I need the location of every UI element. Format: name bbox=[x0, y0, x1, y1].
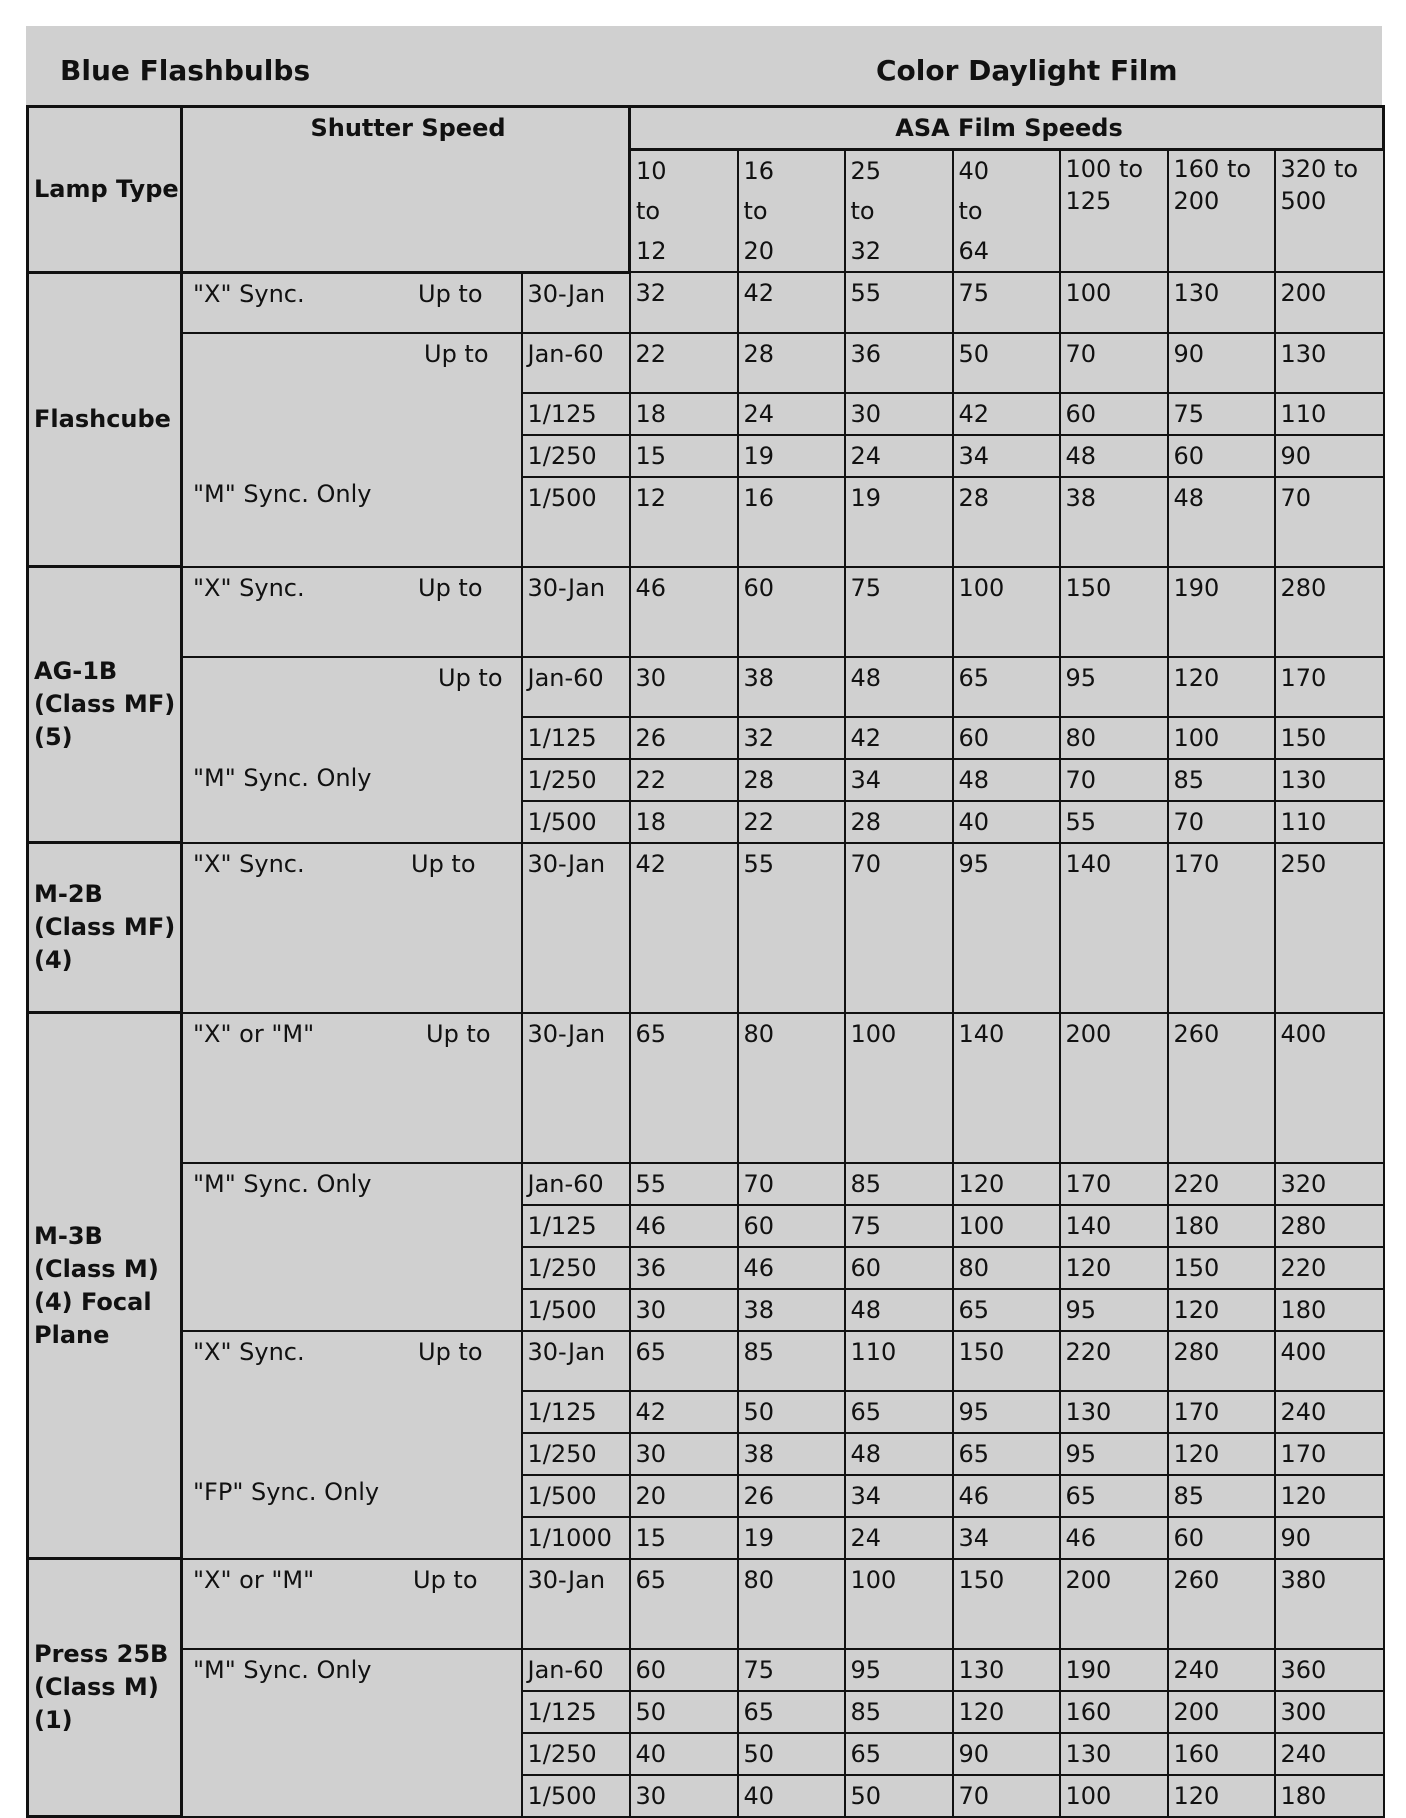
guide-number-cell: 40 bbox=[630, 1733, 738, 1775]
guide-number-cell: 190 bbox=[1060, 1649, 1168, 1691]
guide-number-cell: 150 bbox=[953, 1559, 1060, 1649]
shutter-speed-value: 1/500 bbox=[522, 477, 630, 567]
guide-number-cell: 85 bbox=[1168, 1475, 1275, 1517]
guide-number-cell: 100 bbox=[1060, 272, 1168, 333]
guide-number-cell: 15 bbox=[630, 1517, 738, 1559]
guide-number-cell: 19 bbox=[845, 477, 953, 567]
shutter-speed-value: 1/500 bbox=[522, 1475, 630, 1517]
asa-header-line: to bbox=[636, 197, 661, 225]
lamp-type-header: Lamp Type bbox=[28, 107, 182, 273]
guide-number-cell: 48 bbox=[845, 1433, 953, 1475]
guide-number-cell: 50 bbox=[953, 333, 1060, 393]
guide-number-cell: 30 bbox=[630, 1289, 738, 1331]
asa-header-line: 320 to bbox=[1280, 155, 1359, 183]
guide-number-cell: 38 bbox=[738, 1433, 845, 1475]
guide-number-cell: 150 bbox=[1275, 717, 1384, 759]
guide-number-cell: 36 bbox=[630, 1247, 738, 1289]
guide-number-cell: 90 bbox=[1275, 435, 1384, 477]
asa-header-line: 40 bbox=[958, 157, 990, 185]
guide-number-cell: 28 bbox=[738, 333, 845, 393]
guide-number-cell: 70 bbox=[845, 843, 953, 1013]
sync-label: "X" or "M" bbox=[193, 1019, 315, 1048]
guide-number-cell: 70 bbox=[1275, 477, 1384, 567]
guide-number-cell: 220 bbox=[1275, 1247, 1384, 1289]
up-to-label: Up to bbox=[418, 573, 483, 602]
guide-number-cell: 130 bbox=[1275, 759, 1384, 801]
guide-number-cell: 400 bbox=[1275, 1013, 1384, 1163]
guide-number-cell: 12 bbox=[630, 477, 738, 567]
guide-number-cell: 75 bbox=[1168, 393, 1275, 435]
asa-header-line: to bbox=[743, 197, 768, 225]
guide-number-cell: 160 bbox=[1060, 1691, 1168, 1733]
asa-header-line: 64 bbox=[958, 237, 990, 265]
title-banner bbox=[26, 26, 1382, 106]
guide-number-cell: 200 bbox=[1275, 272, 1384, 333]
shutter-speed-value: 30-Jan bbox=[522, 1013, 630, 1163]
shutter-speed-value: Jan-60 bbox=[522, 1649, 630, 1691]
guide-number-cell: 18 bbox=[630, 801, 738, 843]
guide-number-cell: 140 bbox=[1060, 1205, 1168, 1247]
sync-cell bbox=[182, 1163, 522, 1331]
guide-number-cell: 48 bbox=[845, 1289, 953, 1331]
guide-number-cell: 260 bbox=[1168, 1013, 1275, 1163]
asa-header-line: 12 bbox=[636, 237, 667, 265]
shutter-speed-value: 1/250 bbox=[522, 1247, 630, 1289]
guide-number-cell: 19 bbox=[738, 435, 845, 477]
guide-number-cell: 60 bbox=[845, 1247, 953, 1289]
guide-number-cell: 70 bbox=[1060, 333, 1168, 393]
guide-number-cell: 200 bbox=[1060, 1559, 1168, 1649]
guide-number-cell: 46 bbox=[630, 567, 738, 657]
guide-number-cell: 240 bbox=[1275, 1733, 1384, 1775]
guide-number-cell: 30 bbox=[630, 1433, 738, 1475]
sync-cell bbox=[182, 333, 522, 567]
table-row bbox=[28, 272, 1384, 333]
exposure-table bbox=[26, 105, 1385, 1818]
guide-number-cell: 130 bbox=[1060, 1391, 1168, 1433]
shutter-speed-value: 30-Jan bbox=[522, 1559, 630, 1649]
lamp-type-cell: Press 25B (Class M) (1) bbox=[28, 1559, 182, 1817]
guide-number-cell: 42 bbox=[953, 393, 1060, 435]
shutter-speed-value: 30-Jan bbox=[522, 1331, 630, 1391]
guide-number-cell: 95 bbox=[953, 843, 1060, 1013]
guide-number-cell: 75 bbox=[845, 1205, 953, 1247]
shutter-speed-header: Shutter Speed bbox=[182, 107, 630, 273]
guide-number-cell: 75 bbox=[845, 567, 953, 657]
guide-number-cell: 50 bbox=[738, 1733, 845, 1775]
guide-number-cell: 100 bbox=[1168, 717, 1275, 759]
asa-column-header bbox=[845, 150, 953, 273]
guide-number-cell: 38 bbox=[1060, 477, 1168, 567]
guide-number-cell: 48 bbox=[953, 759, 1060, 801]
asa-column-header bbox=[738, 150, 845, 273]
guide-number-cell: 24 bbox=[845, 435, 953, 477]
asa-header-line: 16 bbox=[743, 157, 775, 185]
lamp-type-cell: M-2B (Class MF) (4) bbox=[28, 843, 182, 1013]
guide-number-cell: 80 bbox=[738, 1559, 845, 1649]
asa-header-line: 20 bbox=[743, 237, 775, 265]
table-row bbox=[28, 1559, 1384, 1649]
shutter-speed-value: 30-Jan bbox=[522, 843, 630, 1013]
guide-number-cell: 42 bbox=[845, 717, 953, 759]
guide-number-cell: 130 bbox=[1275, 333, 1384, 393]
asa-header-line: 10 bbox=[636, 157, 667, 185]
guide-number-cell: 170 bbox=[1168, 843, 1275, 1013]
guide-number-cell: 26 bbox=[738, 1475, 845, 1517]
guide-number-cell: 60 bbox=[630, 1649, 738, 1691]
guide-number-cell: 28 bbox=[953, 477, 1060, 567]
table-row bbox=[28, 1331, 1384, 1391]
sync-cell bbox=[182, 843, 522, 1013]
guide-number-cell: 70 bbox=[953, 1775, 1060, 1817]
guide-number-cell: 65 bbox=[630, 1559, 738, 1649]
guide-number-cell: 60 bbox=[1168, 435, 1275, 477]
asa-column-header bbox=[953, 150, 1060, 273]
up-to-label: Up to bbox=[418, 1337, 483, 1366]
guide-number-cell: 100 bbox=[1060, 1775, 1168, 1817]
guide-number-cell: 65 bbox=[1060, 1475, 1168, 1517]
asa-column-header bbox=[630, 150, 738, 273]
up-to-label: Up to bbox=[424, 339, 489, 368]
sync-label: "M" Sync. Only bbox=[193, 763, 372, 792]
guide-number-cell: 300 bbox=[1275, 1691, 1384, 1733]
asa-header-line: to bbox=[850, 197, 875, 225]
guide-number-cell: 120 bbox=[1168, 1433, 1275, 1475]
guide-number-cell: 200 bbox=[1168, 1691, 1275, 1733]
sync-cell bbox=[182, 1559, 522, 1649]
guide-number-cell: 70 bbox=[1060, 759, 1168, 801]
guide-number-cell: 26 bbox=[630, 717, 738, 759]
shutter-speed-value: Jan-60 bbox=[522, 333, 630, 393]
guide-number-cell: 46 bbox=[738, 1247, 845, 1289]
guide-number-cell: 16 bbox=[738, 477, 845, 567]
guide-number-cell: 180 bbox=[1168, 1205, 1275, 1247]
sync-cell bbox=[182, 1331, 522, 1559]
guide-number-cell: 22 bbox=[630, 759, 738, 801]
table-row bbox=[28, 1649, 1384, 1691]
guide-number-cell: 180 bbox=[1275, 1289, 1384, 1331]
guide-number-cell: 30 bbox=[845, 393, 953, 435]
guide-number-cell: 70 bbox=[1168, 801, 1275, 843]
guide-number-cell: 34 bbox=[953, 435, 1060, 477]
guide-number-cell: 150 bbox=[1168, 1247, 1275, 1289]
table-row bbox=[28, 843, 1384, 1013]
guide-number-cell: 42 bbox=[630, 1391, 738, 1433]
sync-label: "M" Sync. Only bbox=[193, 1169, 372, 1198]
guide-number-cell: 100 bbox=[953, 567, 1060, 657]
guide-number-cell: 34 bbox=[845, 1475, 953, 1517]
table-row bbox=[28, 1163, 1384, 1205]
asa-header-line: 32 bbox=[850, 237, 882, 265]
guide-number-cell: 60 bbox=[1060, 393, 1168, 435]
guide-number-cell: 240 bbox=[1275, 1391, 1384, 1433]
guide-number-cell: 75 bbox=[953, 272, 1060, 333]
shutter-speed-value: 1/125 bbox=[522, 1691, 630, 1733]
guide-number-cell: 42 bbox=[738, 272, 845, 333]
asa-header-line: 160 to bbox=[1173, 155, 1252, 183]
guide-number-cell: 22 bbox=[738, 801, 845, 843]
guide-number-cell: 22 bbox=[630, 333, 738, 393]
guide-number-cell: 260 bbox=[1168, 1559, 1275, 1649]
guide-number-cell: 120 bbox=[1168, 1289, 1275, 1331]
guide-number-cell: 120 bbox=[1275, 1475, 1384, 1517]
guide-number-cell: 55 bbox=[845, 272, 953, 333]
guide-number-cell: 60 bbox=[738, 567, 845, 657]
up-to-label: Up to bbox=[418, 279, 483, 308]
guide-number-cell: 24 bbox=[845, 1517, 953, 1559]
guide-number-cell: 48 bbox=[1060, 435, 1168, 477]
guide-number-cell: 320 bbox=[1275, 1163, 1384, 1205]
guide-number-cell: 190 bbox=[1168, 567, 1275, 657]
guide-number-cell: 48 bbox=[845, 657, 953, 717]
guide-number-cell: 60 bbox=[738, 1205, 845, 1247]
guide-number-cell: 30 bbox=[630, 657, 738, 717]
guide-number-cell: 120 bbox=[1060, 1247, 1168, 1289]
shutter-speed-value: 1/1000 bbox=[522, 1517, 630, 1559]
guide-number-cell: 85 bbox=[1168, 759, 1275, 801]
guide-number-cell: 95 bbox=[1060, 1289, 1168, 1331]
guide-number-cell: 170 bbox=[1060, 1163, 1168, 1205]
sync-label: "FP" Sync. Only bbox=[193, 1477, 380, 1506]
guide-number-cell: 120 bbox=[953, 1163, 1060, 1205]
guide-number-cell: 65 bbox=[630, 1331, 738, 1391]
sync-cell bbox=[182, 657, 522, 843]
guide-number-cell: 19 bbox=[738, 1517, 845, 1559]
guide-number-cell: 95 bbox=[1060, 657, 1168, 717]
guide-number-cell: 36 bbox=[845, 333, 953, 393]
table-row bbox=[28, 1013, 1384, 1163]
guide-number-cell: 120 bbox=[1168, 1775, 1275, 1817]
sync-label: "X" Sync. bbox=[193, 573, 305, 602]
guide-number-cell: 120 bbox=[953, 1691, 1060, 1733]
guide-number-cell: 46 bbox=[630, 1205, 738, 1247]
sync-label: "M" Sync. Only bbox=[193, 479, 372, 508]
guide-number-cell: 85 bbox=[845, 1691, 953, 1733]
guide-number-cell: 240 bbox=[1168, 1649, 1275, 1691]
shutter-speed-value: 1/250 bbox=[522, 435, 630, 477]
guide-number-cell: 110 bbox=[845, 1331, 953, 1391]
asa-column-header bbox=[1275, 150, 1384, 273]
shutter-speed-value: 1/250 bbox=[522, 1733, 630, 1775]
asa-header-line: 200 bbox=[1173, 187, 1220, 215]
guide-number-cell: 50 bbox=[845, 1775, 953, 1817]
guide-number-cell: 65 bbox=[845, 1391, 953, 1433]
sync-label: "X" Sync. bbox=[193, 279, 305, 308]
sync-label: "X" Sync. bbox=[193, 1337, 305, 1366]
shutter-speed-value: Jan-60 bbox=[522, 657, 630, 717]
guide-number-cell: 150 bbox=[953, 1331, 1060, 1391]
guide-number-cell: 65 bbox=[630, 1013, 738, 1163]
table-row bbox=[28, 333, 1384, 393]
table-row bbox=[28, 657, 1384, 717]
guide-number-cell: 280 bbox=[1275, 1205, 1384, 1247]
guide-number-cell: 18 bbox=[630, 393, 738, 435]
banner-right-title: Color Daylight Film bbox=[876, 54, 1178, 87]
guide-number-cell: 85 bbox=[845, 1163, 953, 1205]
shutter-speed-value: 1/125 bbox=[522, 717, 630, 759]
lamp-type-cell: M-3B (Class M) (4) Focal Plane bbox=[28, 1013, 182, 1559]
guide-number-cell: 70 bbox=[738, 1163, 845, 1205]
guide-number-cell: 130 bbox=[1060, 1733, 1168, 1775]
guide-number-cell: 280 bbox=[1168, 1331, 1275, 1391]
guide-number-cell: 100 bbox=[845, 1559, 953, 1649]
guide-number-cell: 65 bbox=[845, 1733, 953, 1775]
guide-number-cell: 60 bbox=[1168, 1517, 1275, 1559]
guide-number-cell: 100 bbox=[845, 1013, 953, 1163]
shutter-speed-value: 30-Jan bbox=[522, 272, 630, 333]
guide-number-cell: 95 bbox=[845, 1649, 953, 1691]
up-to-label: Up to bbox=[438, 663, 503, 692]
shutter-speed-value: 1/125 bbox=[522, 1205, 630, 1247]
shutter-speed-value: 1/500 bbox=[522, 801, 630, 843]
guide-number-cell: 38 bbox=[738, 1289, 845, 1331]
guide-number-cell: 46 bbox=[953, 1475, 1060, 1517]
guide-number-cell: 50 bbox=[738, 1391, 845, 1433]
guide-number-cell: 85 bbox=[738, 1331, 845, 1391]
shutter-speed-value: 1/500 bbox=[522, 1775, 630, 1817]
guide-number-cell: 160 bbox=[1168, 1733, 1275, 1775]
guide-number-cell: 170 bbox=[1275, 657, 1384, 717]
shutter-speed-value: 1/125 bbox=[522, 1391, 630, 1433]
guide-number-cell: 90 bbox=[953, 1733, 1060, 1775]
guide-number-cell: 110 bbox=[1275, 801, 1384, 843]
guide-number-cell: 170 bbox=[1168, 1391, 1275, 1433]
up-to-label: Up to bbox=[413, 1565, 478, 1594]
guide-number-cell: 140 bbox=[953, 1013, 1060, 1163]
sync-cell bbox=[182, 272, 522, 333]
up-to-label: Up to bbox=[411, 849, 476, 878]
guide-number-cell: 95 bbox=[953, 1391, 1060, 1433]
guide-number-cell: 65 bbox=[953, 657, 1060, 717]
guide-number-cell: 90 bbox=[1275, 1517, 1384, 1559]
up-to-label: Up to bbox=[426, 1019, 491, 1048]
shutter-speed-value: Jan-60 bbox=[522, 1163, 630, 1205]
asa-film-speeds-header: ASA Film Speeds bbox=[630, 107, 1384, 150]
guide-number-cell: 24 bbox=[738, 393, 845, 435]
guide-number-cell: 34 bbox=[845, 759, 953, 801]
sync-label: "X" Sync. bbox=[193, 849, 305, 878]
guide-number-cell: 55 bbox=[630, 1163, 738, 1205]
guide-number-cell: 34 bbox=[953, 1517, 1060, 1559]
guide-number-cell: 100 bbox=[953, 1205, 1060, 1247]
guide-number-cell: 220 bbox=[1168, 1163, 1275, 1205]
guide-number-cell: 55 bbox=[738, 843, 845, 1013]
guide-number-cell: 50 bbox=[630, 1691, 738, 1733]
guide-number-cell: 28 bbox=[738, 759, 845, 801]
guide-number-cell: 65 bbox=[738, 1691, 845, 1733]
guide-number-cell: 65 bbox=[953, 1289, 1060, 1331]
guide-number-cell: 360 bbox=[1275, 1649, 1384, 1691]
guide-number-cell: 32 bbox=[738, 717, 845, 759]
shutter-speed-value: 1/250 bbox=[522, 759, 630, 801]
sync-cell bbox=[182, 567, 522, 657]
sync-label: "M" Sync. Only bbox=[193, 1655, 372, 1684]
asa-column-header bbox=[1168, 150, 1275, 273]
guide-number-cell: 280 bbox=[1275, 567, 1384, 657]
guide-number-cell: 110 bbox=[1275, 393, 1384, 435]
sync-label: "X" or "M" bbox=[193, 1565, 315, 1594]
guide-number-cell: 28 bbox=[845, 801, 953, 843]
guide-number-cell: 140 bbox=[1060, 843, 1168, 1013]
asa-column-header bbox=[1060, 150, 1168, 273]
guide-number-cell: 200 bbox=[1060, 1013, 1168, 1163]
guide-number-cell: 95 bbox=[1060, 1433, 1168, 1475]
guide-number-cell: 90 bbox=[1168, 333, 1275, 393]
guide-number-cell: 150 bbox=[1060, 567, 1168, 657]
guide-number-cell: 20 bbox=[630, 1475, 738, 1517]
guide-number-cell: 130 bbox=[1168, 272, 1275, 333]
lamp-type-cell: AG-1B (Class MF) (5) bbox=[28, 567, 182, 843]
sync-cell bbox=[182, 1649, 522, 1817]
guide-number-cell: 120 bbox=[1168, 657, 1275, 717]
guide-number-cell: 220 bbox=[1060, 1331, 1168, 1391]
guide-number-cell: 40 bbox=[738, 1775, 845, 1817]
guide-number-cell: 30 bbox=[630, 1775, 738, 1817]
guide-number-cell: 48 bbox=[1168, 477, 1275, 567]
lamp-type-cell: Flashcube bbox=[28, 272, 182, 567]
asa-header-line: to bbox=[958, 197, 983, 225]
guide-number-cell: 80 bbox=[953, 1247, 1060, 1289]
guide-number-cell: 75 bbox=[738, 1649, 845, 1691]
shutter-speed-value: 1/125 bbox=[522, 393, 630, 435]
guide-number-cell: 40 bbox=[953, 801, 1060, 843]
guide-number-cell: 55 bbox=[1060, 801, 1168, 843]
shutter-speed-value: 30-Jan bbox=[522, 567, 630, 657]
guide-number-cell: 38 bbox=[738, 657, 845, 717]
guide-number-cell: 60 bbox=[953, 717, 1060, 759]
banner-left-title: Blue Flashbulbs bbox=[60, 54, 311, 87]
sync-cell bbox=[182, 1013, 522, 1163]
guide-number-cell: 130 bbox=[953, 1649, 1060, 1691]
asa-header-line: 100 to bbox=[1065, 155, 1144, 183]
guide-number-cell: 15 bbox=[630, 435, 738, 477]
guide-number-cell: 250 bbox=[1275, 843, 1384, 1013]
shutter-speed-value: 1/250 bbox=[522, 1433, 630, 1475]
guide-number-cell: 65 bbox=[953, 1433, 1060, 1475]
guide-number-cell: 80 bbox=[1060, 717, 1168, 759]
guide-number-cell: 170 bbox=[1275, 1433, 1384, 1475]
guide-number-cell: 400 bbox=[1275, 1331, 1384, 1391]
asa-header-line: 125 bbox=[1065, 187, 1112, 215]
guide-number-cell: 80 bbox=[738, 1013, 845, 1163]
guide-number-cell: 380 bbox=[1275, 1559, 1384, 1649]
table-row bbox=[28, 567, 1384, 657]
guide-number-cell: 42 bbox=[630, 843, 738, 1013]
guide-number-cell: 46 bbox=[1060, 1517, 1168, 1559]
guide-number-cell: 32 bbox=[630, 272, 738, 333]
shutter-speed-value: 1/500 bbox=[522, 1289, 630, 1331]
asa-header-line: 500 bbox=[1280, 187, 1327, 215]
asa-header-line: 25 bbox=[850, 157, 882, 185]
guide-number-cell: 180 bbox=[1275, 1775, 1384, 1817]
